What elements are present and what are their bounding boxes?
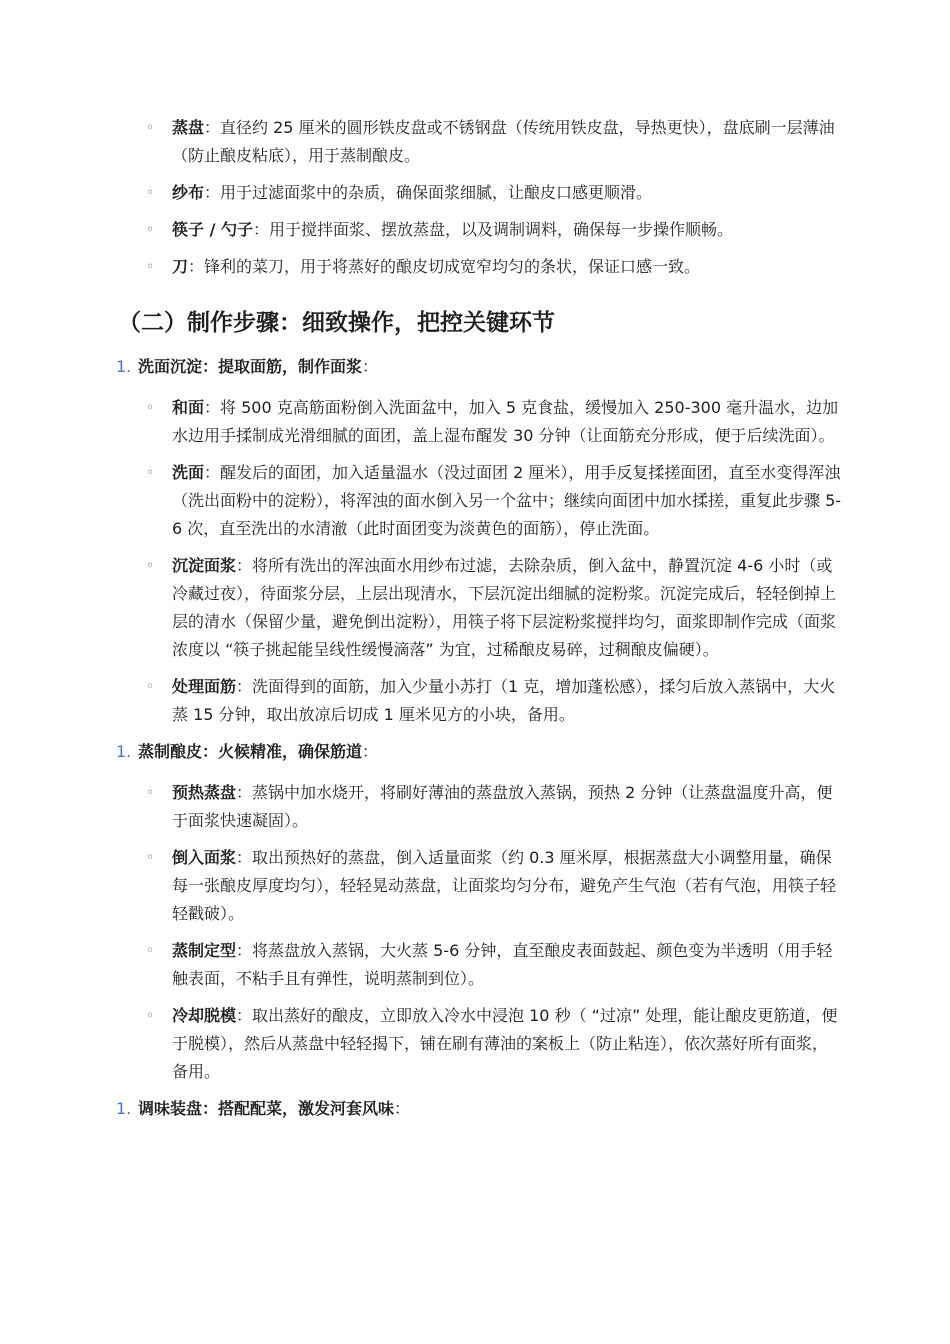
list-item <box>0 937 950 993</box>
item-term: 和面 <box>172 398 205 417</box>
step-heading <box>0 1095 950 1123</box>
item-separator: ： <box>188 257 205 276</box>
item-separator: ： <box>236 677 253 696</box>
item-description: 将 500 克高筋面粉倒入洗面盆中，加入 5 克食盐，缓慢加入 250-300 毫升温水，边加水边用手揉制成光滑细腻的面团，盖上湿布醒发 30 分钟（让面筋充分形成，便于后续洗面）。 <box>172 398 839 445</box>
step-number: 1. <box>116 357 132 376</box>
list-item <box>0 844 950 928</box>
step-sublist <box>0 394 950 729</box>
item-description: 用于搅拌面浆、摆放蒸盘，以及调制调料，确保每一步操作顺畅。 <box>269 220 734 239</box>
step-title: 蒸制酿皮：火候精准，确保筋道 <box>138 742 363 761</box>
item-separator: ： <box>204 398 221 417</box>
item-term: 筷子 / 勺子 <box>172 220 253 239</box>
item-separator: ： <box>204 118 221 137</box>
step-number: 1. <box>116 742 132 761</box>
tools-list <box>0 114 950 290</box>
hollow-bullet-icon: ◦ <box>146 1008 155 1024</box>
steps-list <box>0 353 950 1131</box>
item-separator: ： <box>204 463 221 482</box>
item-separator: ： <box>236 783 253 802</box>
hollow-bullet-icon: ◦ <box>146 850 155 866</box>
list-item <box>0 552 950 664</box>
step-colon: ： <box>362 357 379 376</box>
list-item <box>0 459 950 543</box>
item-term: 冷却脱模 <box>172 1006 237 1025</box>
item-description: 取出预热好的蒸盘，倒入适量面浆（约 0.3 厘米厚，根据蒸盘大小调整用量，确保每一张酿皮厚度均匀），轻轻晃动蒸盘，让面浆均匀分布，避免产生气泡（若有气泡，用筷子轻轻戳破）。 <box>172 848 837 923</box>
item-description: 锋利的菜刀，用于将蒸好的酿皮切成宽窄均匀的条状，保证口感一致。 <box>204 257 701 276</box>
step-number: 1. <box>116 1099 132 1118</box>
item-term: 纱布 <box>172 183 205 202</box>
item-separator: ： <box>236 1006 253 1025</box>
hollow-bullet-icon: ◦ <box>146 120 155 136</box>
list-item <box>0 216 950 244</box>
list-item <box>0 779 950 835</box>
item-description: 醒发后的面团，加入适量温水（没过面团 2 厘米），用手反复揉搓面团，直至水变得浑浊（洗出面粉中的淀粉），将浑浊的面水倒入另一个盆中；继续向面团中加水揉搓，重复此步骤 5-6 次，直至洗出的水清澈（此时面团变为淡黄色的面筋），停止洗面。 <box>172 463 842 538</box>
step-heading <box>0 738 950 766</box>
step-colon: ： <box>362 742 379 761</box>
item-description: 洗面得到的面筋，加入少量小苏打（1 克，增加蓬松感），揉匀后放入蒸锅中，大火蒸 15 分钟，取出放凉后切成 1 厘米见方的小块，备用。 <box>172 677 836 724</box>
item-separator: ： <box>236 941 253 960</box>
step-title: 调味装盘：搭配配菜，激发河套风味 <box>138 1099 395 1118</box>
item-term: 处理面筋 <box>172 677 237 696</box>
item-term: 刀 <box>172 257 189 276</box>
item-separator: ： <box>204 183 221 202</box>
hollow-bullet-icon: ◦ <box>146 558 155 574</box>
item-description: 用于过滤面浆中的杂质，确保面浆细腻，让酿皮口感更顺滑。 <box>220 183 653 202</box>
list-item <box>0 1002 950 1086</box>
item-separator: ： <box>253 220 270 239</box>
list-item <box>0 114 950 170</box>
hollow-bullet-icon: ◦ <box>146 222 155 238</box>
item-term: 预热蒸盘 <box>172 783 237 802</box>
item-description: 直径约 25 厘米的圆形铁皮盘或不锈钢盘（传统用铁皮盘，导热更快），盘底刷一层薄油（防止酿皮粘底），用于蒸制酿皮。 <box>172 118 835 165</box>
hollow-bullet-icon: ◦ <box>146 259 155 275</box>
list-item <box>0 673 950 729</box>
item-description: 取出蒸好的酿皮，立即放入冷水中浸泡 10 秒（ “过凉” 处理，能让酿皮更筋道，便于脱模），然后从蒸盘中轻轻揭下，铺在刷有薄油的案板上（防止粘连），依次蒸好所有面浆，备用。 <box>172 1006 838 1081</box>
hollow-bullet-icon: ◦ <box>146 943 155 959</box>
section-heading: （二）制作步骤：细致操作，把控关键环节 <box>118 310 555 336</box>
item-separator: ： <box>236 556 253 575</box>
item-term: 蒸制定型 <box>172 941 237 960</box>
list-item <box>0 253 950 281</box>
step-sublist <box>0 779 950 1086</box>
item-term: 洗面 <box>172 463 205 482</box>
hollow-bullet-icon: ◦ <box>146 785 155 801</box>
step-colon: ： <box>394 1099 411 1118</box>
item-term: 倒入面浆 <box>172 848 237 867</box>
hollow-bullet-icon: ◦ <box>146 185 155 201</box>
step-title: 洗面沉淀：提取面筋，制作面浆 <box>138 357 363 376</box>
item-separator: ： <box>236 848 253 867</box>
item-description: 将蒸盘放入蒸锅，大火蒸 5-6 分钟，直至酿皮表面鼓起、颜色变为半透明（用手轻触表面，不粘手且有弹性，说明蒸制到位）。 <box>172 941 833 988</box>
hollow-bullet-icon: ◦ <box>146 679 155 695</box>
item-description: 蒸锅中加水烧开，将刷好薄油的蒸盘放入蒸锅，预热 2 分钟（让蒸盘温度升高，便于面浆快速凝固）。 <box>172 783 833 830</box>
item-description: 将所有洗出的浑浊面水用纱布过滤，去除杂质，倒入盆中，静置沉淀 4-6 小时（或冷藏过夜），待面浆分层，上层出现清水，下层沉淀出细腻的淀粉浆。沉淀完成后，轻轻倒掉上层的清水（保留少量，避免倒出淀粉），用筷子将下层淀粉浆搅拌均匀，面浆即制作完成（面浆浓度以 “筷子挑起能呈线性缓慢滴落” 为宜，过稀酿皮易碎，过稠酿皮偏硬）。 <box>172 556 837 659</box>
list-item <box>0 179 950 207</box>
hollow-bullet-icon: ◦ <box>146 400 155 416</box>
hollow-bullet-icon: ◦ <box>146 465 155 481</box>
step-heading <box>0 353 950 381</box>
list-item <box>0 394 950 450</box>
item-term: 沉淀面浆 <box>172 556 237 575</box>
item-term: 蒸盘 <box>172 118 205 137</box>
